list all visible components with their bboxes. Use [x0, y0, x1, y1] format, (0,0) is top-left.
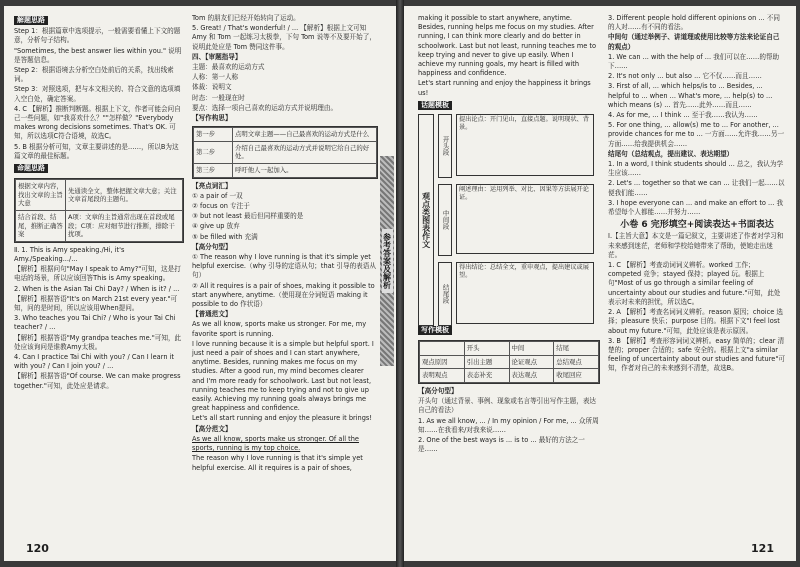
part1-main-idea: Ⅰ.【主旨大意】本文是一篇记叙文，主要讲述了作者对学习和未来感到迷茫，老师和学校给她带来了帮助，使她走出迷茫。 — [608, 232, 784, 259]
phrase: ⑤ be filled with 充满 — [192, 232, 258, 241]
left-page — [4, 6, 396, 561]
excellent-para: The reason why I love running is that it's simple yet helpful exercise. All it requires is a pair of shoes, — [192, 454, 363, 472]
flow-cell: 观点原因 — [420, 355, 465, 369]
middle-line: 1. We can ... with the help of ... 我们可以在……的帮助下…… — [608, 52, 780, 71]
table-text: 先通读全文，整体把握文章大意；关注文章首尾段的主题句。 — [66, 180, 183, 211]
answer-4: 4. C 【解析】推断判断题。根据上下文，作者可能会问自己一些问题，如"我喜欢什么？""怎样做？"Everybody makes wrong decisions sometimes. That's OK. 可知，所以选项C符合语境，故选C。 — [14, 104, 181, 141]
table-row — [16, 211, 183, 242]
part2-line: 【解析】根据答语"It's on March 21st every year."可知，问的是时间，所以应该用When提问。 — [14, 294, 178, 313]
sample-para: I love running because it is a simple but helpful sport. I just need a pair of shoes and I can start anywhere, anytime. Besides, running makes me focus on my studies. After a good run, my mind becomes clearer and I'm more ready for schoolwork. Last but not least, running teaches me to keep trying and not to give up easily. Achieving my running goals always brings me great happiness and confidence. — [192, 339, 374, 413]
outline-head: 【写作构思】 — [192, 114, 232, 123]
section-head-design: 命题思路 — [14, 164, 48, 173]
sample-para: As we all know, sports make us stronger. For me, my favorite sport is running. — [192, 320, 367, 338]
flow-cell — [420, 342, 465, 356]
phrase: ① a pair of 一双 — [192, 191, 243, 200]
flow-table — [418, 340, 600, 384]
col2-intro: Tom 的朋友们已经开始转向了运动。 — [192, 14, 300, 22]
phrases-head: 【亮点词汇】 — [192, 181, 232, 190]
guide-line: 人称：第一人称 — [192, 73, 239, 82]
outline-step: 第三步 — [194, 164, 233, 178]
part2-line: 4. Can I practice Tai Chi with you? / Can I learn it with you? / Can I join you? / ... — [14, 353, 175, 371]
flow-cell: 表明观点 — [420, 369, 465, 383]
end-line: 3. I hope everyone can ... and make an effort to ... 我希望每个人都能……并努力…… — [608, 198, 784, 217]
table-row — [420, 369, 599, 383]
part2-q1: Ⅱ. 1. This is Amy speaking./Hi, it's Amy./Speaking.../... — [14, 245, 125, 264]
sample-para: Let's all start running and enjoy the pleasure it brings! — [192, 414, 372, 423]
part2-line: 【解析】根据答语"Of course. We can make progress together."可知，此处应是请求。 — [14, 372, 181, 390]
template-group: 中间段 — [438, 184, 452, 256]
side-tab — [380, 156, 394, 366]
end-line: 2. Let's ... together so that we can ... 让我们一起……以便我们能…… — [608, 179, 785, 197]
phrase: ④ give up 放弃 — [192, 222, 240, 231]
middle-head: 中间句（通过举例子、讲道理或使用比较等方法来论证自己的观点） — [608, 33, 780, 51]
left-col-2 — [192, 14, 378, 474]
table-row — [194, 164, 377, 178]
part2-line: 【解析】根据答语"My grandpa teaches me."可知，此处应该询问是谁教Amy太极。 — [14, 333, 182, 351]
step-3: Step 3：对照选项，把与本文相关的、符合文意的选项填入空白处，确定答案。 — [14, 85, 181, 103]
answer-2: 2. A 【解析】考查名词词义辨析。reason 原因；choice 选择；pleasure 快乐；purpose 目的。根据下文"I feel lost about my future."可知，此处应该是表示原因。 — [608, 308, 783, 335]
outline-text: 介绍自己最喜欢的运动方式并说明它给自己的好处。 — [233, 141, 377, 163]
answer-q5: 5. Great! / That's wonderful! / ... 【解析】根据上文可知 Amy 和 Tom 一起练习太极拳，下句 Tom 说等不及要开始了，说明此处应是 Tom 赞同这件事。 — [192, 24, 376, 51]
sample-head: 【普通范文】 — [192, 310, 232, 319]
side-tab-label: 参考答案及解析 — [382, 229, 393, 293]
flow-cell: 总结观点 — [554, 355, 599, 369]
middle-line: 2. It's not only ... but also ... 它不仅……而且…… — [608, 72, 762, 81]
phrase: ③ but not least 最后但同样重要的是 — [192, 212, 304, 221]
answer-3: 3. B 【解析】考查形容词词义辨析。easy 简单的；clear 清楚的；proper 合适的；safe 安全的。根据上文"a similar feeling of uncertainty about our studies and future"可知，作者对自己的未来感到不清楚，故选B。 — [608, 336, 785, 373]
table-row — [16, 180, 183, 211]
opinion-line: 3. Different people hold different opinions on ... 不同的人对……有不同的看法。 — [608, 14, 780, 32]
bullet: 1. As we all know, ... / In my opinion / For me, ... 众所周知……在我看来/对我来说…… — [418, 416, 599, 434]
left-col-1 — [14, 14, 184, 392]
answer-1: 1. C 【解析】考查动词词义辨析。worked 工作；competed 竞争；stayed 保持；played 玩。根据上句"Most of us go through a similar feeling of uncertainty about our studies and future."可知，此处表示对未来的担忧，所以选C。 — [608, 261, 781, 306]
outline-step: 第二步 — [194, 141, 233, 163]
step-quote: "Sometimes, the best answer lies within you." 说明是答题信息。 — [14, 46, 182, 64]
guide-line: 主题：最喜欢的运动方式 — [192, 63, 265, 72]
table-label: 结合首段、结尾，推断正确答案 — [16, 211, 66, 242]
page-number-right: 121 — [751, 542, 774, 555]
sentence: ① The reason why I love running is that it's simple yet helpful exercise.（why 引导的定语从句；that 引导的表语从句） — [192, 253, 376, 280]
flow-cell: 论证观点 — [509, 355, 554, 369]
sentence: ② All it requires is a pair of shoes, making it possible to start anywhere, anytime.（使用现在分词短语 making it possible to do 作状语） — [192, 281, 375, 309]
table-row — [194, 128, 377, 142]
guide-line: 时态：一般现在时 — [192, 93, 245, 102]
outline-step: 第一步 — [194, 128, 233, 142]
excellent-head: 【高分范文】 — [192, 424, 232, 433]
middle-line: 5. For one thing, ... allow(s) me to ... For another, ... provide chances for me to ... 一方面……允许我……另一方面……给我提供机会…… — [608, 121, 785, 148]
answer-5: 5. B 根据分析可知，文章主要讲述的是……，所以B为这篇文章的最佳标题。 — [14, 142, 179, 160]
right-col-1 — [418, 14, 600, 455]
guide-line: 要点：选择一项自己喜欢的运动方式并说明理由。 — [192, 103, 338, 112]
flow-cell: 表达观点 — [509, 369, 554, 383]
right-page — [404, 6, 796, 561]
writing-model-head: 写作模板 — [418, 326, 452, 335]
table-row — [420, 355, 599, 369]
part2-line: 3. Who teaches you Tai Chi? / Who is your Tai Chi teacher? / ... — [14, 314, 176, 332]
phrase: ② focus on 专注于 — [192, 202, 250, 211]
page-number-left: 120 — [26, 542, 49, 555]
bullets-head: 【高分句型】 — [418, 387, 458, 396]
quiz-title: 小卷 6 完形填空+阅读表达+书面表达 — [620, 220, 774, 231]
table-row — [194, 141, 377, 163]
bullet: 开头句（通过背景、事例、现象或名言等引出写作主题，表达自己的看法） — [418, 397, 597, 415]
step-1: Step 1：根据篇章中选项提示，一般需要看懂上下文的题意，分析句子结构。 — [14, 27, 181, 45]
guide-line: 体裁：说明文 — [192, 83, 232, 92]
template-title: 观点类图表作文 — [418, 114, 434, 326]
flow-cell: 引出主题 — [464, 355, 509, 369]
outline-text: 呼吁他人一起加入。 — [233, 164, 377, 178]
template-content: 阐述理由：运用列举、对比、因果等方法展开论证。 — [456, 184, 594, 254]
writing-guide-head: 四、【审题指导】 — [192, 52, 242, 61]
middle-line: 3. First of all, ... which helps/is to ... Besides, ... helpful to ... when ... What's more, ... help(s) to ... which means (s) ... 首先……此外……而且…… — [608, 82, 773, 109]
part2-line: 2. When is the Asian Tai Chi Day? / When is it? / ... — [14, 284, 180, 293]
part2-line: 【解析】根据问句"May I speak to Amy?"可知，这是打电话的场景，所以应该回答This is Amy speaking。 — [14, 265, 181, 283]
template-diagram — [418, 114, 598, 324]
step-2: Step 2：根据语境去分析空白处前后的关系，找出线索词。 — [14, 66, 174, 84]
middle-line: 4. As for me, ... I think ... 至于我……我认为…… — [608, 111, 758, 120]
end-line: 1. In a word, I think students should ... 总之，我认为学生应该…… — [608, 160, 784, 178]
template-group: 开头段 — [438, 114, 452, 178]
flow-cell: 表态补充 — [464, 369, 509, 383]
flow-head: 中间 — [509, 342, 554, 356]
table-text: A项：文章的主旨通常出现在首段或尾段；C项：应对细节进行推断，排除干扰项。 — [66, 211, 183, 242]
outline-table — [192, 126, 378, 178]
sentences-head: 【高分句型】 — [192, 242, 232, 251]
template-content: 提出论点：开门见山，直接点题。说明现状、背景。 — [456, 114, 594, 176]
topic-model-head: 话题模板 — [418, 101, 452, 110]
analysis-table — [14, 178, 184, 243]
flow-head: 开头 — [464, 342, 509, 356]
flow-head: 结尾 — [554, 342, 599, 356]
excellent-para: As we all know, sports make us stronger. Of all the sports, running is my top choice. — [192, 434, 359, 453]
sample-ending: Let's start running and enjoy the happiness it brings us! — [418, 79, 591, 97]
template-content: 得出结论：总结全文，重申观点，提出建议或展望。 — [456, 262, 594, 324]
bullet: 2. One of the best ways is ... is to ... 最好的方法之一是…… — [418, 436, 585, 454]
table-row — [420, 342, 599, 356]
template-group: 结尾段 — [438, 262, 452, 326]
right-col-2 — [608, 14, 786, 375]
book-gutter — [396, 0, 404, 567]
flow-cell: 收尾回应 — [554, 369, 599, 383]
outline-text: 点明文章主题——自己最喜欢的运动方式是什么 — [233, 128, 377, 142]
sample-continue: making it possible to start anywhere, anytime. Besides, running helps me focus on my studies. After running, I can think more clearly and do better in schoolwork. Last but not least, running teaches me to keep trying and never to give up easily. When I achieve my running goals, my heart is filled with happiness and confidence. — [418, 14, 597, 78]
table-label: 根据文章内容，找出文章的主旨大意 — [16, 180, 66, 211]
end-head: 结尾句（总结观点，提出建议、表达期望） — [608, 149, 734, 158]
section-head-solving: 解题思路 — [14, 16, 48, 25]
